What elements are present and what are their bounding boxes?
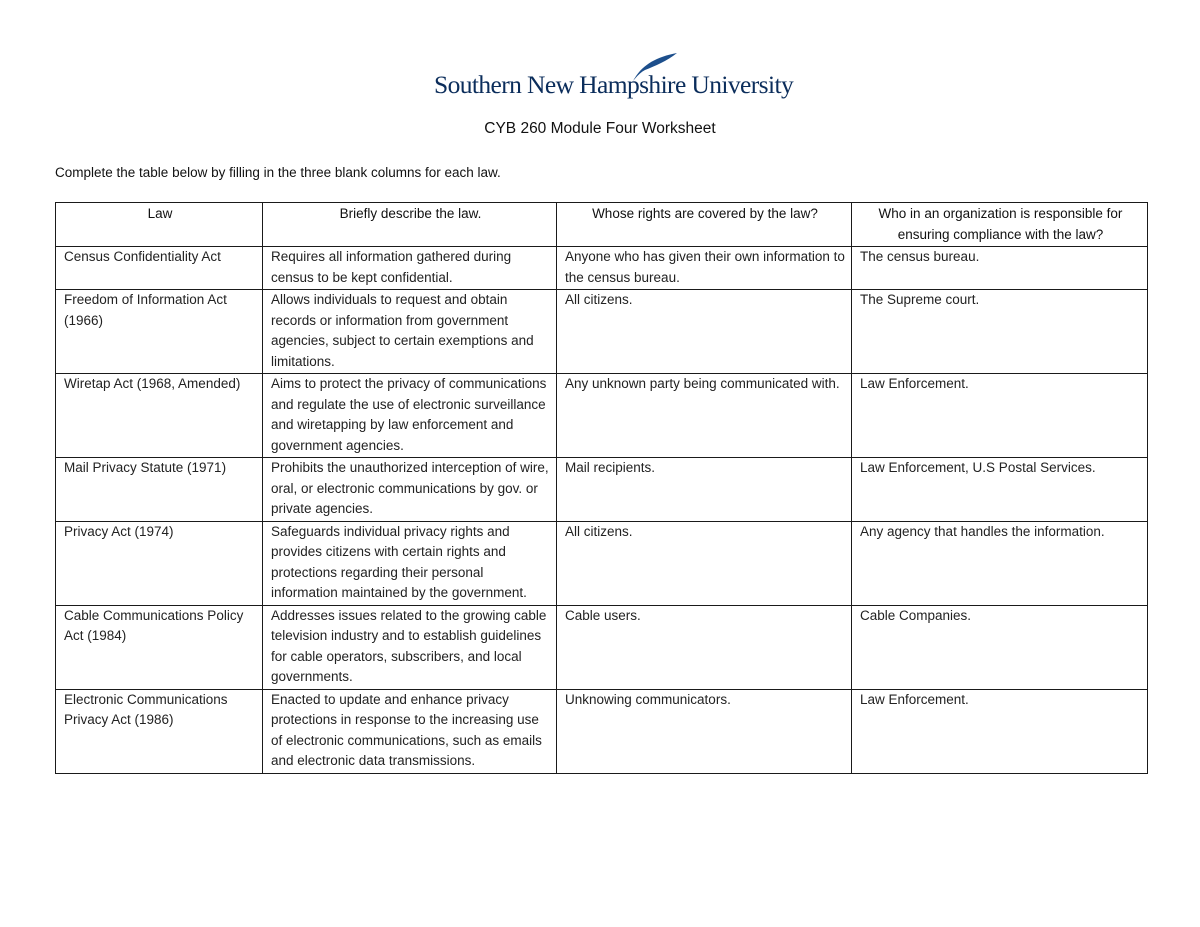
header-law: Law — [56, 203, 263, 247]
cell-description: Aims to protect the privacy of communications and regulate the use of electronic surveillance and wiretapping by law enforcement and government agencies. — [263, 374, 557, 458]
table-row — [56, 689, 1148, 773]
cell-responsible: Law Enforcement. — [852, 689, 1148, 773]
cell-rights: Cable users. — [557, 605, 852, 689]
table-row — [56, 605, 1148, 689]
logo-wordmark: Southern New Hampshire University — [434, 70, 794, 99]
cell-rights: All citizens. — [557, 521, 852, 605]
cell-description: Addresses issues related to the growing cable television industry and to establish guidelines for cable operators, subscribers, and local governments. — [263, 605, 557, 689]
law-table — [55, 202, 1148, 774]
header-responsible: Who in an organization is responsible for ensuring compliance with the law? — [852, 203, 1148, 247]
cell-description: Prohibits the unauthorized interception of wire, oral, or electronic communications by gov. or private agencies. — [263, 458, 557, 522]
cell-responsible: The Supreme court. — [852, 290, 1148, 374]
cell-description: Enacted to update and enhance privacy protections in response to the increasing use of electronic communications, such as emails and electronic data transmissions. — [263, 689, 557, 773]
cell-law: Census Confidentiality Act — [56, 247, 263, 290]
table-row — [56, 521, 1148, 605]
cell-responsible: Law Enforcement. — [852, 374, 1148, 458]
table-row — [56, 458, 1148, 522]
header-description: Briefly describe the law. — [263, 203, 557, 247]
cell-law: Privacy Act (1974) — [56, 521, 263, 605]
cell-law: Electronic Communications Privacy Act (1986) — [56, 689, 263, 773]
cell-responsible: The census bureau. — [852, 247, 1148, 290]
instructions-text: Complete the table below by filling in the three blank columns for each law. — [55, 165, 501, 180]
header-rights: Whose rights are covered by the law? — [557, 203, 852, 247]
table-header-row — [56, 203, 1148, 247]
table-row — [56, 374, 1148, 458]
document-title: CYB 260 Module Four Worksheet — [484, 120, 716, 137]
cell-description: Requires all information gathered during census to be kept confidential. — [263, 247, 557, 290]
cell-description: Safeguards individual privacy rights and provides citizens with certain rights and protections regarding their personal information maintained by the government. — [263, 521, 557, 605]
cell-rights: Any unknown party being communicated with. — [557, 374, 852, 458]
university-logo — [434, 52, 794, 110]
cell-responsible: Law Enforcement, U.S Postal Services. — [852, 458, 1148, 522]
cell-law: Freedom of Information Act (1966) — [56, 290, 263, 374]
cell-rights: All citizens. — [557, 290, 852, 374]
table-row — [56, 290, 1148, 374]
cell-law: Mail Privacy Statute (1971) — [56, 458, 263, 522]
cell-responsible: Cable Companies. — [852, 605, 1148, 689]
cell-rights: Mail recipients. — [557, 458, 852, 522]
table-row — [56, 247, 1148, 290]
cell-description: Allows individuals to request and obtain records or information from government agencies, subject to certain exemptions and limitations. — [263, 290, 557, 374]
cell-rights: Unknowing communicators. — [557, 689, 852, 773]
cell-law: Wiretap Act (1968, Amended) — [56, 374, 263, 458]
cell-law: Cable Communications Policy Act (1984) — [56, 605, 263, 689]
cell-responsible: Any agency that handles the information. — [852, 521, 1148, 605]
cell-rights: Anyone who has given their own information to the census bureau. — [557, 247, 852, 290]
